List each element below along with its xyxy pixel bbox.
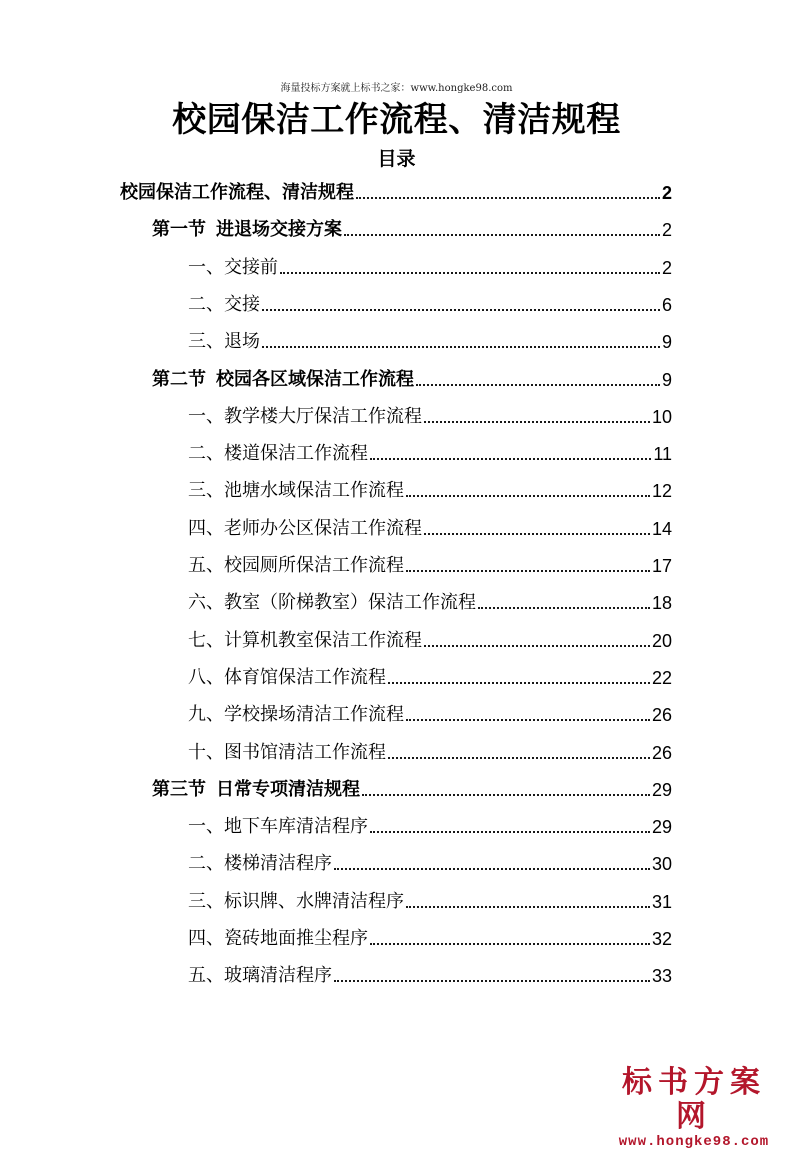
- header-note: 海量投标方案就上标书之家：www.hongke98.com: [280, 83, 513, 94]
- toc-entry-number: 九、: [188, 704, 224, 726]
- toc-entry[interactable]: [188, 697, 672, 727]
- toc-dot-leader: [262, 344, 660, 348]
- toc-entry[interactable]: [188, 958, 672, 988]
- toc-dot-leader: [478, 605, 650, 609]
- toc-entry-page: 18: [651, 593, 672, 614]
- toc-dot-leader: [424, 531, 650, 535]
- toc-entry-text: 体育馆保洁工作流程: [224, 666, 386, 688]
- toc-entry-label: [188, 479, 404, 503]
- toc-entry[interactable]: [188, 660, 672, 690]
- toc-entry[interactable]: [188, 585, 672, 615]
- toc-entry[interactable]: [188, 324, 672, 354]
- toc-entry-number: 第一节: [152, 219, 206, 241]
- toc-dot-leader: [334, 978, 650, 982]
- toc-entry[interactable]: [188, 436, 672, 466]
- toc-entry-text: 进退场交接方案: [216, 219, 342, 241]
- toc-entry-number: 四、: [188, 928, 224, 949]
- toc-entry-text: 学校操场清洁工作流程: [224, 704, 404, 726]
- toc-entry-page: 2: [661, 257, 672, 278]
- toc-entry-label: [188, 256, 278, 280]
- toc-entry[interactable]: [188, 399, 672, 429]
- toc-entry-number: 二、: [188, 443, 224, 465]
- toc-entry-label: [188, 629, 422, 653]
- toc-entry-number: 十、: [188, 741, 224, 763]
- toc-entry-label: [188, 703, 404, 727]
- toc-entry-label: [188, 554, 404, 578]
- toc-entry-page: 22: [651, 667, 672, 688]
- toc-entry-number: 第三节: [152, 778, 206, 800]
- toc-entry-number: 第二节: [152, 368, 206, 390]
- toc-entry-label: [152, 778, 360, 802]
- toc-entry-text: 退场: [224, 331, 260, 353]
- toc-dot-leader: [370, 456, 651, 460]
- toc-entry-number: 三、: [188, 890, 224, 912]
- toc-entry-page: 2: [661, 220, 672, 241]
- toc-entry-number: 四、: [188, 517, 224, 539]
- toc-entry-label: [188, 741, 386, 765]
- toc-entry[interactable]: [188, 473, 672, 503]
- toc-dot-leader: [388, 755, 650, 759]
- toc-entry-page: 10: [651, 406, 672, 427]
- toc-entry[interactable]: [188, 921, 672, 951]
- toc-entry[interactable]: [152, 362, 672, 392]
- toc-entry-number: 二、: [188, 293, 224, 315]
- toc-entry-number: 三、: [188, 331, 224, 353]
- toc-entry-label: [152, 218, 342, 242]
- toc-entry[interactable]: [188, 511, 672, 541]
- toc-entry-page: 9: [661, 332, 672, 353]
- toc-entry-text: 瓷砖地面推尘程序: [224, 928, 368, 949]
- toc-entry-text: 交接: [224, 293, 260, 315]
- toc-entry-text: 计算机教室保洁工作流程: [224, 629, 422, 651]
- toc-entry[interactable]: [188, 287, 672, 317]
- toc-entry-text: 校园各区域保洁工作流程: [216, 368, 414, 390]
- toc-entry-page: 30: [651, 854, 672, 875]
- toc-entry[interactable]: [152, 212, 672, 242]
- toc-entry-page: 6: [661, 294, 672, 315]
- toc-entry-number: 五、: [188, 555, 224, 576]
- toc-dot-leader: [334, 866, 650, 870]
- toc-entry-text: 教室（阶梯教室）保洁工作流程: [224, 592, 476, 614]
- toc-entry[interactable]: [188, 846, 672, 876]
- toc-entry-label: [188, 890, 404, 914]
- toc-entry-text: 楼梯清洁程序: [224, 853, 332, 875]
- toc-entry-label: [188, 666, 386, 690]
- toc-entry[interactable]: [188, 250, 672, 280]
- document-title: 校园保洁工作流程、清洁规程: [172, 100, 621, 140]
- toc-entry-number: 五、: [188, 965, 224, 987]
- toc-entry-text: 图书馆清洁工作流程: [224, 741, 386, 763]
- toc-dot-leader: [424, 419, 650, 423]
- toc-entry-number: 一、: [188, 405, 224, 427]
- watermark-logo: [609, 1066, 779, 1150]
- toc-entry-label: [152, 368, 414, 392]
- toc-entry[interactable]: [120, 175, 672, 205]
- toc-entry-page: 17: [651, 556, 672, 576]
- toc-entry-label: [188, 517, 422, 541]
- toc-dot-leader: [406, 717, 650, 721]
- toc-entry-label: [188, 293, 260, 317]
- toc-entry-page: 14: [651, 518, 672, 539]
- toc-entry[interactable]: [188, 548, 672, 578]
- toc-entry[interactable]: [188, 735, 672, 765]
- toc-entry-text: 池塘水域保洁工作流程: [224, 480, 404, 502]
- toc-entry-label: [120, 181, 354, 205]
- toc-dot-leader: [362, 792, 650, 796]
- toc-entry-number: 三、: [188, 480, 224, 502]
- toc-entry-number: 七、: [188, 629, 224, 651]
- toc-dot-leader: [388, 680, 650, 684]
- toc-entry-page: 12: [651, 481, 672, 502]
- toc-entry-page: 31: [651, 891, 672, 912]
- toc-entry-page: 20: [651, 630, 672, 651]
- toc-entry-page: 11: [653, 444, 672, 465]
- toc-dot-leader: [370, 829, 650, 833]
- toc-entry-text: 交接前: [224, 256, 278, 278]
- toc-entry-number: 八、: [188, 666, 224, 688]
- toc-dot-leader: [356, 195, 660, 199]
- toc-dot-leader: [406, 493, 650, 497]
- toc-entry-page: 9: [661, 369, 672, 390]
- toc-entry-page: 26: [651, 742, 672, 763]
- toc-entry-text: 老师办公区保洁工作流程: [224, 517, 422, 539]
- toc-entry[interactable]: [188, 884, 672, 914]
- toc-entry[interactable]: [188, 623, 672, 653]
- toc-entry-text: 日常专项清洁规程: [216, 778, 360, 800]
- toc-entry-page: 2: [661, 183, 672, 203]
- toc-entry-label: [188, 330, 260, 354]
- toc-entry-page: 32: [651, 929, 672, 949]
- toc-entry-text: 校园保洁工作流程、清洁规程: [120, 182, 354, 203]
- watermark-brand: 标书方案网: [622, 1065, 766, 1134]
- toc-entry-label: [188, 964, 332, 988]
- toc-dot-leader: [280, 270, 660, 274]
- toc-entry-label: [188, 927, 368, 951]
- toc-entry-text: 教学楼大厅保洁工作流程: [224, 405, 422, 427]
- toc-entry-page: 29: [651, 779, 672, 800]
- toc-heading: 目录: [377, 148, 416, 170]
- toc-dot-leader: [406, 568, 650, 572]
- toc-dot-leader: [424, 643, 650, 647]
- toc-entry-text: 楼道保洁工作流程: [224, 443, 368, 465]
- toc-dot-leader: [262, 307, 660, 311]
- toc-entry[interactable]: [152, 772, 672, 802]
- toc-entry[interactable]: [188, 809, 672, 839]
- toc-entry-number: 二、: [188, 853, 224, 875]
- toc-entry-label: [188, 815, 368, 839]
- toc-entry-label: [188, 442, 368, 466]
- toc-entry-text: 标识牌、水牌清洁程序: [224, 890, 404, 912]
- toc-entry-text: 地下车库清洁程序: [224, 816, 368, 838]
- toc-entry-page: 33: [651, 966, 672, 987]
- toc-entry-label: [188, 852, 332, 876]
- toc-entry-label: [188, 405, 422, 429]
- toc-entry-text: 校园厕所保洁工作流程: [224, 555, 404, 576]
- toc-dot-leader: [344, 232, 660, 236]
- toc-entry-page: 29: [651, 817, 672, 838]
- toc-entry-number: 六、: [188, 592, 224, 614]
- watermark-url: www.hongke98.com: [618, 1134, 770, 1150]
- toc-entry-number: 一、: [188, 256, 224, 278]
- toc-dot-leader: [406, 904, 650, 908]
- toc-entry-text: 玻璃清洁程序: [224, 965, 332, 987]
- toc-dot-leader: [416, 382, 660, 386]
- toc-entry-number: 一、: [188, 816, 224, 838]
- toc-dot-leader: [370, 941, 650, 945]
- toc-entry-page: 26: [651, 705, 672, 726]
- toc-entry-label: [188, 591, 476, 615]
